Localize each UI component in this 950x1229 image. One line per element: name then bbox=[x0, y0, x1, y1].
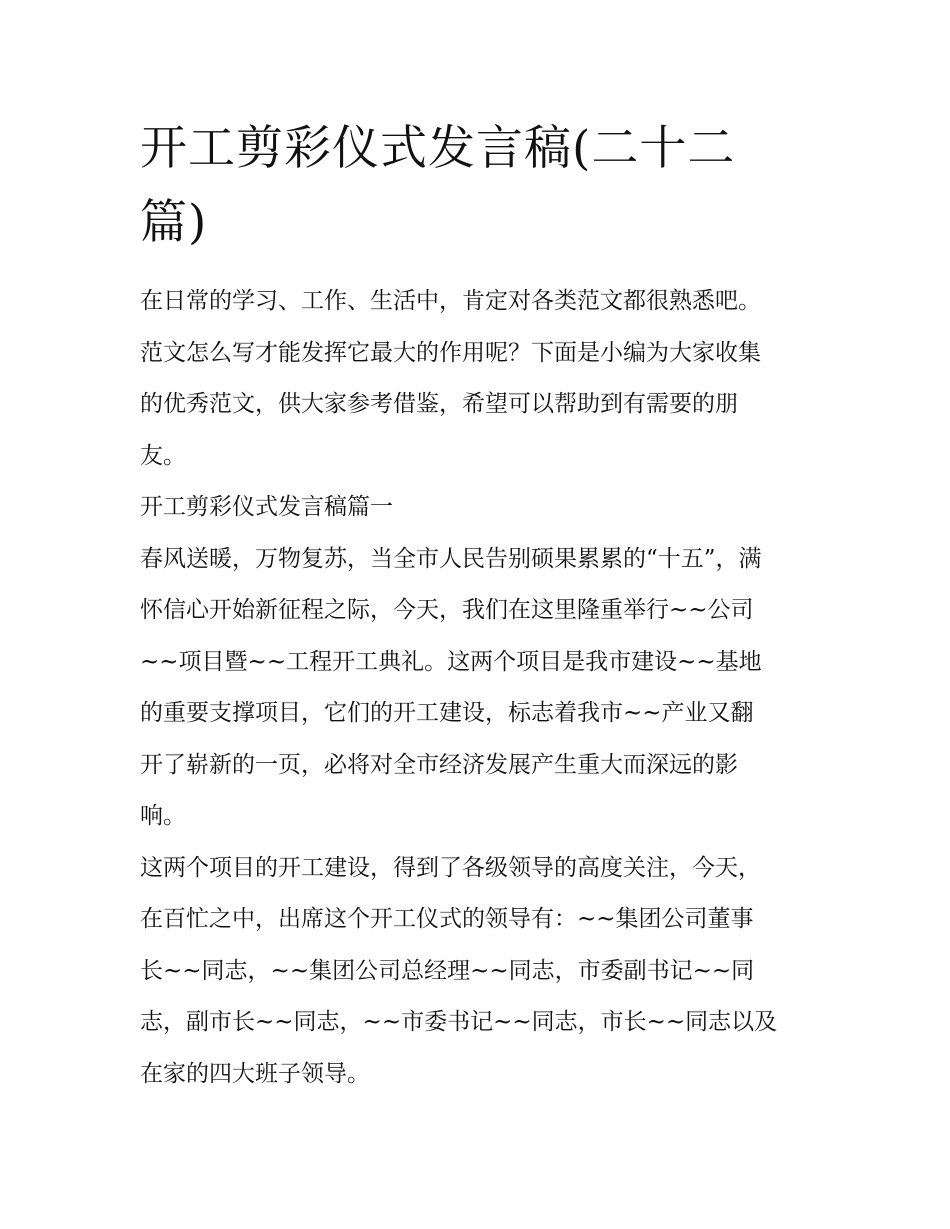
text-line: 开了崭新的一页，必将对全市经济发展产生重大而深远的影 bbox=[140, 751, 738, 778]
title-line-2: 篇) bbox=[140, 195, 208, 250]
text-line: 怀信心开始新征程之际，今天，我们在这里隆重举行~~公司 bbox=[140, 597, 754, 623]
text-line: 春风送暖，万物复苏，当全市人民告别硕果累累的“十五”，满 bbox=[140, 545, 762, 572]
document-body bbox=[140, 276, 820, 1100]
document-title bbox=[140, 112, 820, 260]
text-line: 在日常的学习、工作、生活中，肯定对各类范文都很熟悉吧。 bbox=[140, 288, 761, 314]
text-line: 开工剪彩仪式发言稿篇一 bbox=[140, 494, 393, 520]
text-line: 这两个项目的开工建设，得到了各级领导的高度关注，今天， bbox=[140, 854, 761, 881]
text-line: ~~项目暨~~工程开工典礼。这两个项目是我市建设~~基地 bbox=[140, 648, 762, 675]
text-line: 在百忙之中，出席这个开工仪式的领导有：~~集团公司董事 bbox=[140, 906, 754, 932]
text-line: 的优秀范文，供大家参考借鉴，希望可以帮助到有需要的朋 bbox=[140, 391, 738, 417]
speech-paragraph-1 bbox=[140, 534, 820, 843]
section-heading bbox=[140, 482, 820, 534]
intro-paragraph bbox=[140, 276, 820, 482]
title-line-1: 开工剪彩仪式发言稿(二十二 bbox=[140, 121, 736, 176]
text-line: 长~~同志，~~集团公司总经理~~同志，市委副书记~~同 bbox=[140, 957, 755, 984]
text-line: 友。 bbox=[140, 442, 186, 469]
text-line: 在家的四大班子领导。 bbox=[140, 1060, 370, 1087]
text-line: 志，副市长~~同志，~~市委书记~~同志，市长~~同志以及 bbox=[140, 1009, 778, 1035]
speech-paragraph-2 bbox=[140, 843, 820, 1101]
text-line: 的重要支撑项目，它们的开工建设，标志着我市~~产业又翻 bbox=[140, 700, 754, 726]
text-line: 响。 bbox=[140, 803, 186, 829]
text-line: 范文怎么写才能发挥它最大的作用呢？下面是小编为大家收集 bbox=[140, 339, 761, 366]
